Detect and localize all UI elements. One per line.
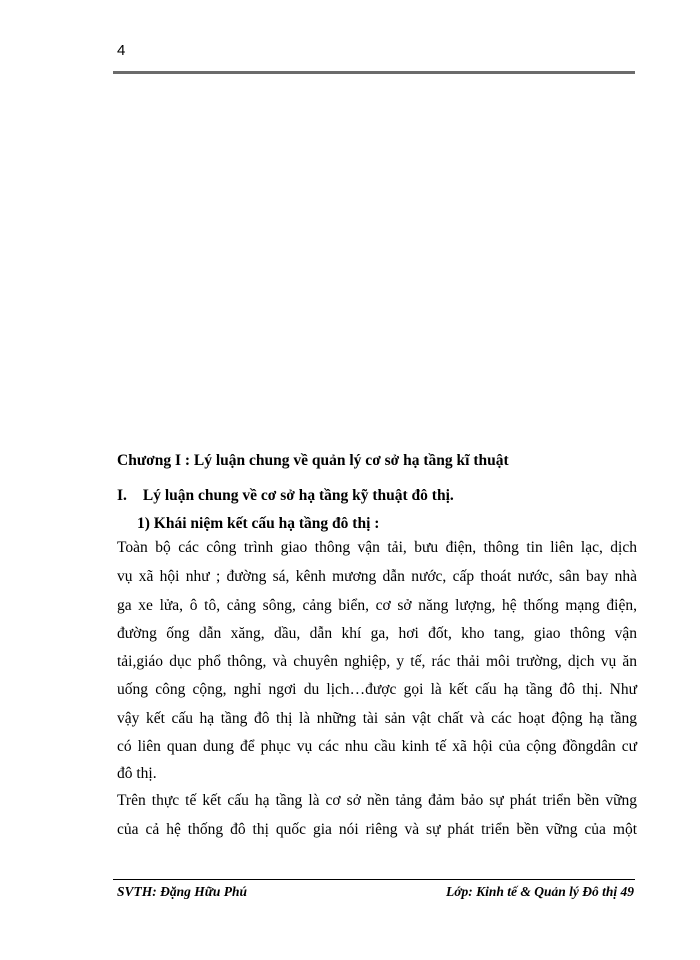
body-line: tải,giáo dục phổ thông, và chuyên nghiệp, y tế, rác thải môi trường, dịch vụ ăn [117, 653, 637, 670]
body-line: Toàn bộ các công trình giao thông vận tải, bưu điện, thông tin liên lạc, dịch [117, 539, 637, 556]
page-number: 4 [117, 42, 126, 59]
body-line: uống công cộng, nghỉ ngơi du lịch…được gọi là kết cấu hạ tầng đô thị. Như [117, 681, 637, 698]
body-line: ga xe lửa, ô tô, cảng sông, cảng biển, cơ sở năng lượng, hệ thống mạng điện, [117, 597, 637, 614]
body-line: vậy kết cấu hạ tầng đô thị là những tài sản vật chất và các hoạt động hạ tầng [117, 710, 637, 727]
body-line: của cả hệ thống đô thị quốc gia nói riêng và sự phát triển bền vững của một [117, 821, 637, 838]
body-line: đô thị. [117, 765, 157, 782]
section-heading-text: Lý luận chung về cơ sở hạ tầng kỹ thuật đô thị. [142, 487, 454, 504]
body-line: đường ống dẫn xăng, dầu, dẫn khí ga, hơi đốt, kho tang, giao thông vận [117, 625, 637, 642]
body-line: vụ xã hội như ; đường sá, kênh mương dẫn nước, cấp thoát nước, sân bay nhà [117, 568, 637, 585]
body-line: Trên thực tế kết cấu hạ tầng là cơ sở nền tảng đảm bảo sự phát triển bền vững [117, 792, 637, 809]
footer-class-info: Lớp: Kinh tế & Quản lý Đô thị 49 [445, 884, 634, 899]
section-numeral: I. [117, 487, 127, 504]
subsection-heading: 1) Khái niệm kết cấu hạ tầng đô thị : [137, 515, 380, 532]
footer-author: SVTH: Đặng Hữu Phú [117, 884, 247, 899]
section-heading [117, 487, 454, 505]
chapter-title: Chương I : Lý luận chung về quản lý cơ sở hạ tầng kĩ thuật [117, 452, 509, 469]
footer-rule [113, 879, 635, 880]
header-rule [113, 71, 635, 74]
body-line: có liên quan dung để phục vụ các nhu cầu kinh tế xã hội của cộng đồngdân cư [117, 738, 637, 755]
